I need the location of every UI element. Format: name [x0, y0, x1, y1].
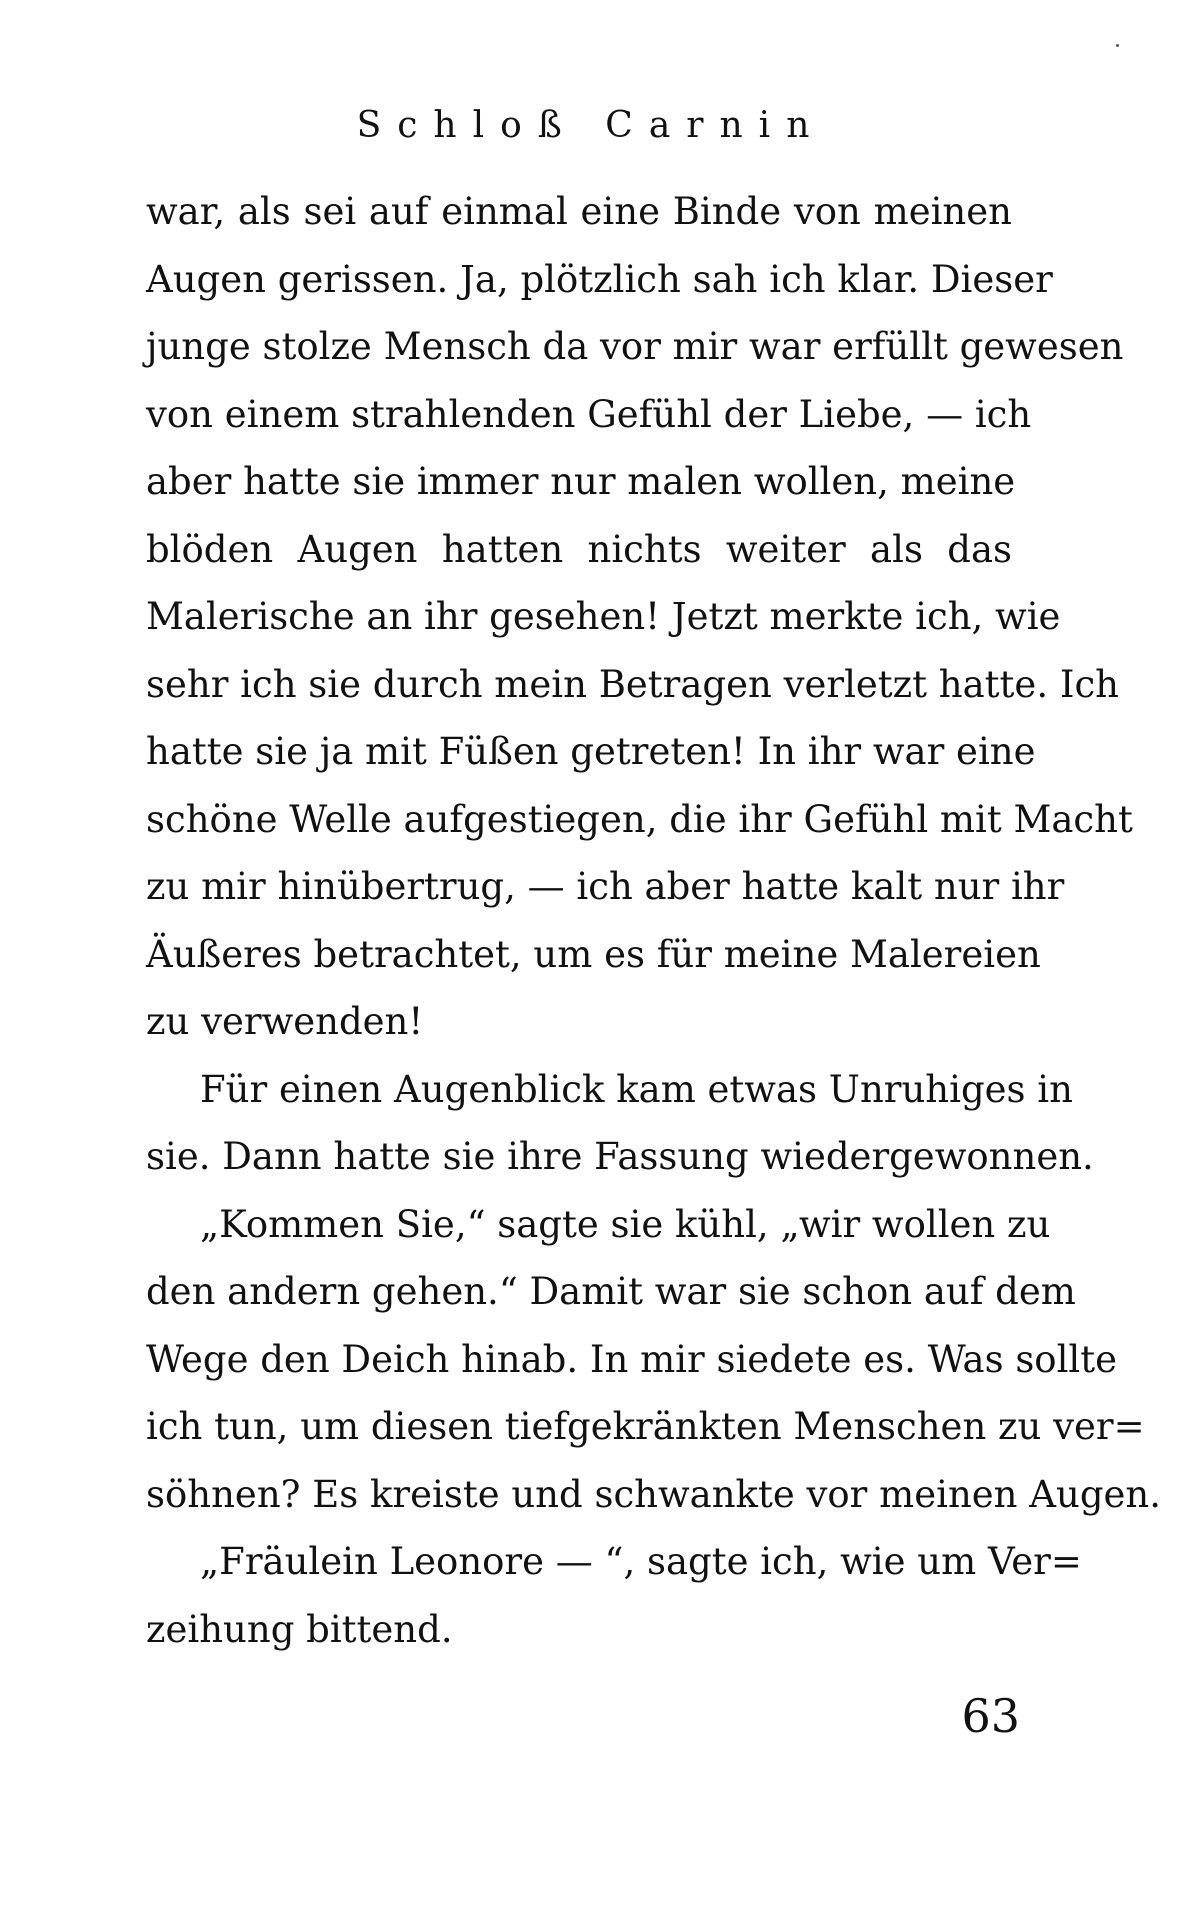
text-line: Für einen Augenblick kam etwas Unruhiges in	[200, 1067, 1073, 1111]
text-line: hatte sie ja mit Füßen getreten! In ihr war eine	[146, 730, 1036, 773]
text-line: söhnen? Es kreiste und schwankte vor meinen Augen.	[146, 1472, 1161, 1516]
text-line: ich tun, um diesen tiefgekränkten Menschen zu ver=	[146, 1405, 1145, 1448]
text-line: junge stolze Mensch da vor mir war erfüllt gewesen	[146, 325, 1124, 368]
text-line: Wege den Deich hinab. In mir siedete es. Was sollte	[146, 1337, 1118, 1381]
text-line: zu verwenden!	[146, 1000, 424, 1043]
text-line: „Kommen Sie,“ sagte sie kühl, „wir wollen zu	[200, 1202, 1051, 1246]
text-line: zeihung bittend.	[146, 1607, 453, 1651]
text-line: von einem strahlenden Gefühl der Liebe, — ich	[146, 392, 1032, 436]
text-line: sie. Dann hatte sie ihre Fassung wiedergewonnen.	[146, 1135, 1094, 1178]
body-text	[146, 178, 1161, 1663]
text-line: „Fräulein Leonore — “, sagte ich, wie um Ver=	[200, 1540, 1082, 1583]
text-line: Malerische an ihr gesehen! Jetzt merkte ich, wie	[146, 595, 1061, 638]
text-line: Äußeres betrachtet, um es für meine Malereien	[146, 932, 1041, 976]
text-line: blöden Augen hatten nichts weiter als das	[146, 527, 1012, 571]
text-line: sehr ich sie durch mein Betragen verletzt hatte. Ich	[146, 662, 1120, 706]
page-number: 63	[961, 1689, 1020, 1743]
text-line: den andern gehen.“ Damit war sie schon auf dem	[146, 1270, 1076, 1313]
text-line: Augen gerissen. Ja, plötzlich sah ich klar. Dieser	[146, 257, 1053, 301]
text-line: aber hatte sie immer nur malen wollen, meine	[146, 460, 1016, 503]
text-line: war, als sei auf einmal eine Binde von meinen	[146, 190, 1012, 233]
text-line: zu mir hinübertrug, — ich aber hatte kalt nur ihr	[146, 865, 1065, 908]
running-head: Schloß Carnin	[356, 105, 826, 146]
text-line: schöne Welle aufgestiegen, die ihr Gefühl mit Macht	[146, 797, 1133, 841]
stray-ink-mark	[1116, 44, 1119, 47]
